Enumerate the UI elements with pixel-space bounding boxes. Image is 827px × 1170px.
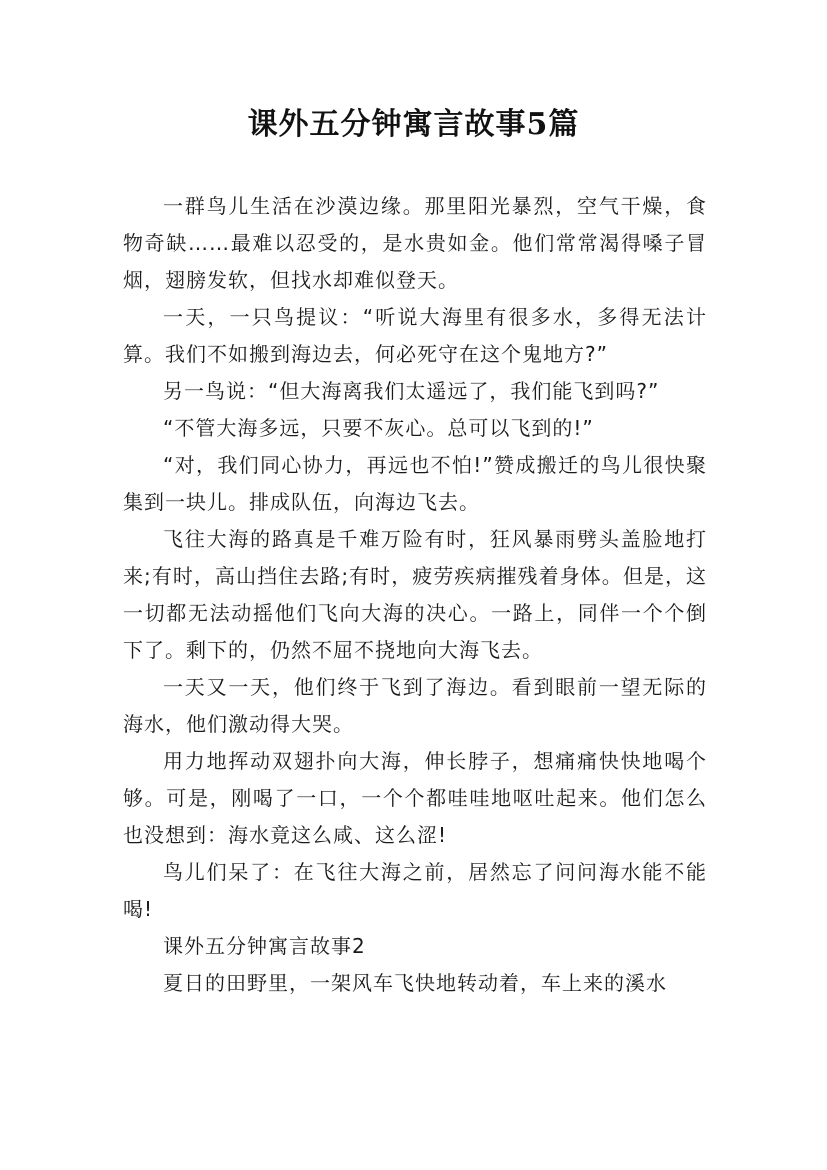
paragraph: “对，我们同心协力，再远也不怕!”赞成搬迁的鸟儿很快聚集到一块儿。排成队伍，向海边飞去。 [123,453,707,514]
paragraph: 一天，一只鸟提议：“听说大海里有很多水，多得无法计算。我们不如搬到海边去，何必死守在这个鬼地方?” [123,305,707,366]
paragraph: “不管大海多远，只要不灰心。总可以飞到的!” [163,416,594,440]
paragraph: 飞往大海的路真是千难万险有时，狂风暴雨劈头盖脸地打来;有时，高山挡住去路;有时，疲劳疾病摧残着身体。但是，这一切都无法动摇他们飞向大海的决心。一路上，同伴一个个倒下了。剩下的，仍然不屈不挠地向大海飞去。 [123,527,707,662]
document-title: 课外五分钟寓言故事5篇 [247,107,580,142]
paragraph: 鸟儿们呆了：在飞往大海之前，居然忘了问问海水能不能喝! [123,860,707,921]
paragraph: 一群鸟儿生活在沙漠边缘。那里阳光暴烈，空气干燥，食物奇缺……最难以忍受的，是水贵如金。他们常常渴得嗓子冒烟，翅膀发软，但找水却难似登天。 [123,194,707,292]
paragraph: 另一鸟说：“但大海离我们太遥远了，我们能飞到吗?” [163,379,660,403]
section-heading: 课外五分钟寓言故事2 [163,934,366,958]
paragraph: 用力地挥动双翅扑向大海，伸长脖子，想痛痛快快地喝个够。可是，刚喝了一口，一个个都哇哇地呕吐起来。他们怎么也没想到：海水竟这么咸、这么涩! [123,749,707,847]
document-body [123,188,707,1002]
paragraph: 一天又一天，他们终于飞到了海边。看到眼前一望无际的海水，他们激动得大哭。 [123,675,707,736]
paragraph: 夏日的田野里，一架风车飞快地转动着，车上来的溪水 [163,971,667,995]
